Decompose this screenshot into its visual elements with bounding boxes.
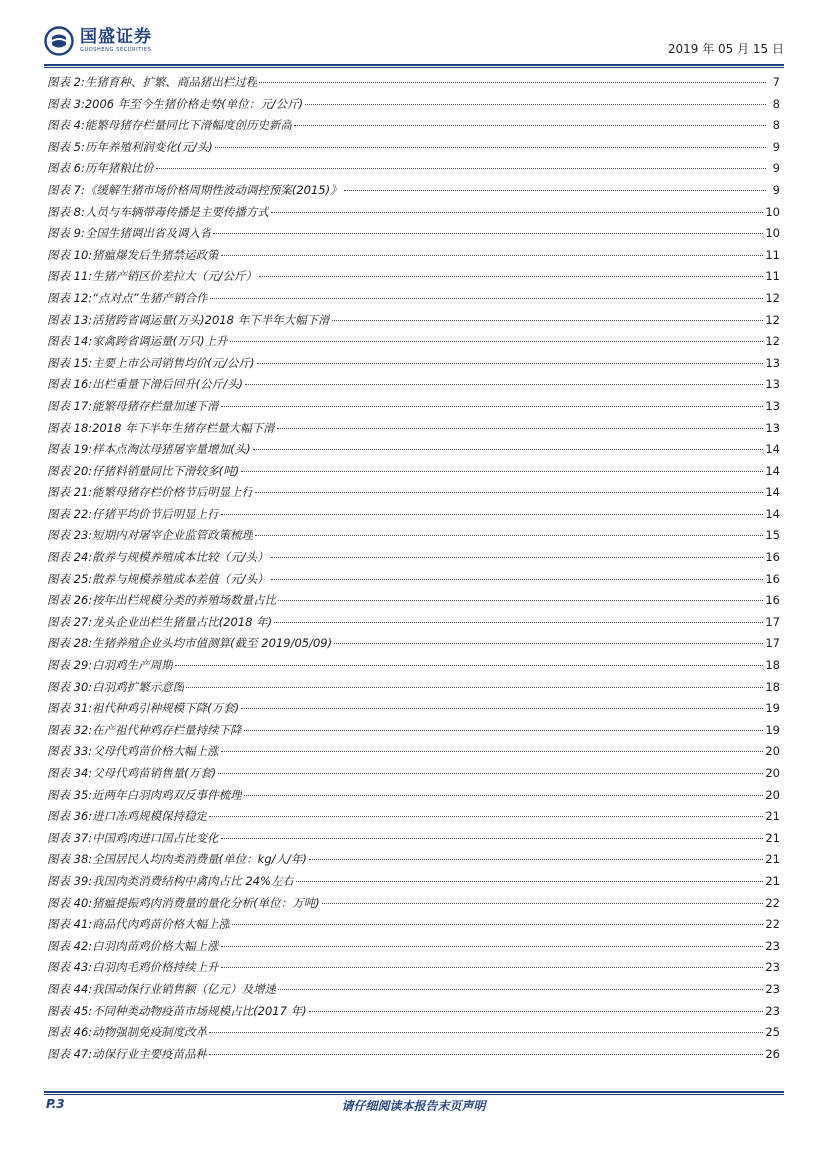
toc-entry-label: 图表 40:	[47, 895, 93, 910]
toc-leader-dots	[232, 924, 763, 925]
toc-entry-page: 13	[765, 398, 780, 413]
toc-entry-page: 25	[765, 1025, 780, 1040]
toc-leader-dots	[257, 363, 764, 364]
toc-entry[interactable]	[47, 223, 780, 245]
toc-entry-page: 17	[765, 614, 780, 629]
toc-leader-dots	[245, 384, 763, 385]
toc-entry[interactable]	[47, 957, 780, 979]
toc-leader-dots	[305, 104, 766, 105]
toc-entry-title: 散养与规模养殖成本差值（元/头）	[92, 571, 269, 586]
toc-entry[interactable]	[47, 914, 780, 936]
toc-entry-page: 23	[765, 981, 780, 996]
footer-rule	[44, 1091, 784, 1093]
toc-entry-page: 21	[765, 852, 780, 867]
toc-leader-dots	[344, 190, 766, 191]
toc-leader-dots	[221, 255, 764, 256]
toc-leader-dots	[309, 859, 764, 860]
toc-entry-label: 图表 14:	[47, 334, 93, 349]
toc-entry-label: 图表 10:	[47, 247, 93, 262]
disclaimer-note: 请仔细阅读本报告末页声明	[341, 1099, 486, 1113]
toc-leader-dots	[244, 795, 764, 796]
toc-entry[interactable]	[47, 612, 780, 634]
toc-entry[interactable]	[47, 374, 780, 396]
toc-entry-label: 图表 45:	[47, 1003, 93, 1018]
toc-entry-label: 图表 44:	[47, 981, 93, 996]
toc-leader-dots	[278, 989, 763, 990]
toc-entry-page: 8	[772, 118, 780, 133]
toc-leader-dots	[221, 751, 764, 752]
toc-leader-dots	[241, 708, 763, 709]
toc-entry-label: 图表 16:	[47, 377, 93, 392]
toc-entry[interactable]	[47, 979, 780, 1001]
toc-entry-title: 动物强制免疫制度改革	[92, 1025, 208, 1040]
toc-entry[interactable]	[47, 720, 780, 742]
toc-leader-dots	[271, 579, 764, 580]
toc-entry[interactable]	[47, 310, 780, 332]
toc-entry-title: 2018 年下半年生猪存栏量大幅下滑	[92, 420, 275, 435]
toc-leader-dots	[209, 816, 763, 817]
toc-entry[interactable]	[47, 439, 780, 461]
toc-entry-title: “点对点”生猪产销合作	[92, 290, 208, 305]
toc-leader-dots	[278, 600, 763, 601]
toc-entry-page: 11	[765, 269, 780, 284]
toc-entry-label: 图表 34:	[47, 766, 93, 780]
toc-leader-dots	[271, 557, 764, 558]
toc-entry-page: 10	[765, 204, 780, 219]
toc-entry-title: 生猪育种、扩繁、商品猪出栏过程	[84, 75, 258, 89]
toc-leader-dots	[332, 320, 764, 321]
toc-entry[interactable]	[47, 871, 780, 893]
toc-entry-page: 14	[765, 442, 780, 457]
toc-entry[interactable]	[47, 1001, 780, 1023]
toc-entry-label: 图表 24:	[47, 550, 93, 565]
logo-english-name: GUOSHENG SECURITIES	[80, 47, 152, 53]
toc-entry[interactable]	[47, 396, 780, 418]
toc-entry-page: 20	[765, 787, 780, 802]
toc-leader-dots	[221, 406, 764, 407]
toc-entry-label: 图表 35:	[47, 787, 93, 802]
toc-entry-page: 11	[765, 247, 780, 262]
toc-entry-title: 仔猪平均价节后明显上行	[92, 506, 219, 521]
toc-entry-title: 能繁母猪存栏价格节后明显上行	[92, 485, 254, 500]
toc-entry[interactable]	[47, 828, 780, 850]
toc-entry[interactable]	[47, 504, 780, 526]
toc-entry-title: 样本点淘汰母猪屠宰量增加(头)	[92, 442, 251, 457]
toc-entry-page: 13	[765, 355, 780, 370]
toc-entry-label: 图表 23:	[47, 528, 93, 543]
toc-entry-title: 按年出栏规模分类的养殖场数量占比	[92, 593, 277, 608]
toc-entry-label: 图表 42:	[47, 938, 93, 953]
toc-entry-title: 短期内对屠宰企业监管政策梳理	[92, 528, 254, 543]
toc-leader-dots	[271, 212, 764, 213]
toc-entry-page: 13	[765, 377, 780, 392]
toc-entry-label: 图表 26:	[47, 593, 93, 608]
toc-entry[interactable]	[47, 569, 780, 591]
toc-entry-title: 不同种类动物疫苗市场规模占比(2017 年)	[92, 1003, 307, 1018]
toc-leader-dots	[209, 1054, 763, 1055]
toc-entry-label: 图表 22:	[47, 506, 93, 521]
toc-entry-label: 图表 13:	[47, 312, 93, 327]
toc-entry-label: 图表 9:	[47, 226, 85, 241]
toc-entry-page: 9	[772, 182, 780, 197]
toc-entry[interactable]	[47, 245, 780, 267]
toc-leader-dots	[322, 903, 764, 904]
toc-leader-dots	[186, 687, 763, 688]
toc-entry-title: 父母代鸡苗价格大幅上涨	[92, 744, 219, 759]
toc-entry-page: 16	[765, 571, 780, 586]
toc-entry[interactable]	[47, 482, 780, 504]
toc-entry-title: 活猪跨省调运量(万头)2018 年下半年大幅下滑	[92, 312, 330, 327]
toc-entry-page: 21	[765, 873, 780, 888]
toc-entry-label: 图表 12:	[47, 290, 93, 305]
toc-entry-title: 动保行业主要疫苗品种	[92, 1046, 208, 1061]
toc-leader-dots	[221, 514, 764, 515]
toc-entry-label: 图表 3:	[47, 96, 85, 111]
toc-entry-label: 图表 27:	[47, 614, 93, 629]
toc-leader-dots	[294, 125, 766, 126]
toc-entry-page: 19	[765, 701, 780, 716]
toc-entry-page: 18	[765, 679, 780, 694]
toc-entry-page: 23	[765, 1003, 780, 1018]
toc-entry-page: 14	[765, 506, 780, 521]
toc-entry-title: 仔猪料销量同比下滑较多(吨)	[92, 463, 240, 478]
toc-entry-page: 15	[765, 528, 780, 543]
toc-entry-page: 9	[772, 139, 780, 154]
toc-entry-title: 白羽鸡生产周期	[92, 658, 173, 673]
toc-entry[interactable]	[47, 137, 780, 159]
toc-entry-page: 22	[765, 895, 780, 910]
toc-entry-label: 图表 31:	[47, 701, 93, 716]
toc-entry[interactable]	[47, 893, 780, 915]
toc-entry-label: 图表 25:	[47, 571, 93, 586]
toc-entry[interactable]	[47, 590, 780, 612]
toc-entry[interactable]	[47, 158, 780, 180]
toc-leader-dots	[213, 233, 763, 234]
toc-entry-page: 21	[765, 830, 780, 845]
toc-entry-title: 能繁母猪存栏量同比下滑幅度创历史新高	[84, 118, 292, 133]
toc-entry[interactable]	[47, 655, 780, 677]
toc-entry[interactable]	[47, 741, 780, 763]
toc-entry-page: 26	[765, 1046, 780, 1061]
toc-entry-page: 12	[765, 334, 780, 349]
report-date: 2019 年 05 月 15 日	[667, 42, 784, 56]
toc-leader-dots	[175, 665, 764, 666]
toc-leader-dots	[277, 428, 764, 429]
toc-entry-page: 20	[765, 744, 780, 759]
toc-entry-title: 我国肉类消费结构中禽肉占比 24%左右	[92, 873, 294, 888]
toc-leader-dots	[230, 341, 764, 342]
toc-entry-title: 历年猪粮比价	[84, 161, 154, 176]
toc-entry-title: 主要上市公司销售均价(元/公斤)	[92, 355, 255, 370]
toc-entry-label: 图表 6:	[47, 161, 85, 176]
toc-entry[interactable]	[47, 94, 780, 116]
toc-entry-title: 白羽肉毛鸡价格持续上升	[92, 960, 219, 975]
toc-entry-title: 能繁母猪存栏量加速下滑	[92, 398, 219, 413]
toc-entry-title: 中国鸡肉进口国占比变化	[92, 830, 219, 845]
toc-entry-page: 19	[765, 722, 780, 737]
toc-entry-label: 图表 33:	[47, 744, 93, 759]
toc-entry[interactable]	[47, 633, 780, 655]
toc-entry-label: 图表 38:	[47, 852, 93, 867]
toc-entry[interactable]	[47, 418, 780, 440]
page-header	[44, 24, 784, 64]
toc-entry[interactable]	[47, 288, 780, 310]
toc-entry-title: 父母代鸡苗销售量(万套)	[92, 766, 217, 780]
toc-entry-label: 图表 11:	[47, 269, 93, 284]
toc-entry-title: 2006 年至今生猪价格走势(单位：元/公斤)	[84, 96, 304, 111]
toc-entry-label: 图表 20:	[47, 463, 93, 478]
toc-entry-title: 生猪养殖企业头均市值测算(截至 2019/05/09)	[92, 636, 333, 651]
toc-entry-label: 图表 4:	[47, 118, 85, 133]
toc-entry-title: 出栏重量下滑后回升(公斤/头)	[92, 377, 244, 392]
toc-entry-page: 17	[765, 636, 780, 651]
toc-entry[interactable]	[47, 353, 780, 375]
toc-entry-title: 家禽跨省调运量(万只)上升	[92, 334, 228, 349]
toc-entry[interactable]	[47, 936, 780, 958]
toc-entry-label: 图表 36:	[47, 809, 93, 824]
header-rule	[44, 64, 784, 66]
toc-entry-label: 图表 5:	[47, 139, 85, 154]
toc-leader-dots	[296, 881, 763, 882]
toc-entry-label: 图表 8:	[47, 204, 85, 219]
toc-entry-label: 图表 21:	[47, 485, 93, 500]
toc-entry-page: 9	[772, 161, 780, 176]
toc-entry-label: 图表 39:	[47, 873, 93, 888]
logo-chinese-name: 国盛证券	[80, 27, 152, 47]
toc-entry-page: 18	[765, 658, 780, 673]
logo-mark-icon	[44, 26, 74, 56]
toc-entry-page: 16	[765, 550, 780, 565]
toc-entry-title: 商品代肉鸡苗价格大幅上涨	[92, 917, 231, 932]
toc-entry-page: 12	[765, 290, 780, 305]
toc-leader-dots	[215, 147, 766, 148]
toc-leader-dots	[218, 773, 763, 774]
toc-entry-page: 8	[772, 96, 780, 111]
toc-entry-page: 7	[772, 75, 780, 89]
toc-leader-dots	[253, 449, 764, 450]
toc-entry-label: 图表 18:	[47, 420, 93, 435]
toc-entry[interactable]	[47, 1044, 780, 1066]
toc-entry[interactable]	[47, 331, 780, 353]
toc-entry-label: 图表 2:	[47, 75, 85, 89]
toc-entry-label: 图表 46:	[47, 1025, 93, 1040]
toc-entry[interactable]	[47, 72, 780, 94]
toc-entry-label: 图表 28:	[47, 636, 93, 651]
toc-entry-title: 猪瘟爆发后生猪禁运政策	[92, 247, 219, 262]
toc-entry-label: 图表 29:	[47, 658, 93, 673]
toc-leader-dots	[309, 1011, 764, 1012]
toc-entry-label: 图表 7:	[47, 182, 85, 197]
toc-entry-page: 14	[765, 463, 780, 478]
toc-entry-page: 20	[765, 766, 780, 780]
toc-leader-dots	[244, 730, 764, 731]
toc-entry-label: 图表 19:	[47, 442, 93, 457]
toc-entry-page: 22	[765, 917, 780, 932]
toc-entry-label: 图表 37:	[47, 830, 93, 845]
toc-entry-title: 在产祖代种鸡存栏量持续下降	[92, 722, 242, 737]
toc-leader-dots	[259, 82, 766, 83]
table-of-figures	[47, 72, 780, 1065]
toc-entry-label: 图表 47:	[47, 1046, 93, 1061]
toc-leader-dots	[221, 838, 764, 839]
toc-entry-title: 猪瘟提振鸡肉消费量的量化分析(单位：万吨)	[92, 895, 320, 910]
toc-entry[interactable]	[47, 806, 780, 828]
toc-entry-label: 图表 15:	[47, 355, 93, 370]
toc-entry[interactable]	[47, 698, 780, 720]
toc-entry-title: 全国居民人均肉类消费量(单位：kg/人/年)	[92, 852, 307, 867]
toc-entry[interactable]	[47, 677, 780, 699]
toc-entry-title: 全国生猪调出省及调入省	[84, 226, 212, 241]
toc-leader-dots	[255, 535, 763, 536]
toc-leader-dots	[221, 946, 764, 947]
toc-entry[interactable]	[47, 202, 780, 224]
toc-entry-title: 《缓解生猪市场价格周期性波动调控预案(2015)》	[84, 182, 342, 197]
toc-leader-dots	[241, 471, 763, 472]
toc-entry-page: 23	[765, 960, 780, 975]
toc-leader-dots	[259, 276, 763, 277]
toc-entry[interactable]	[47, 180, 780, 202]
toc-entry[interactable]	[47, 461, 780, 483]
toc-entry-title: 进口冻鸡规模保持稳定	[92, 809, 208, 824]
toc-entry[interactable]	[47, 525, 780, 547]
toc-entry-title: 散养与规模养殖成本比较（元/头）	[92, 550, 269, 565]
toc-entry-page: 23	[765, 938, 780, 953]
toc-entry-page: 13	[765, 420, 780, 435]
toc-entry[interactable]	[47, 785, 780, 807]
company-logo	[44, 26, 152, 56]
toc-entry-title: 白羽肉苗鸡价格大幅上涨	[92, 938, 219, 953]
toc-entry[interactable]	[47, 266, 780, 288]
toc-entry[interactable]	[47, 849, 780, 871]
toc-entry-page: 21	[765, 809, 780, 824]
footer-rule-thin	[44, 1094, 784, 1095]
toc-entry-label: 图表 43:	[47, 960, 93, 975]
toc-entry-title: 龙头企业出栏生猪量占比(2018 年)	[92, 614, 273, 629]
header-rule-thin	[44, 67, 784, 68]
toc-entry-title: 祖代种鸡引种规模下降(万套)	[92, 701, 240, 716]
toc-entry-label: 图表 32:	[47, 722, 93, 737]
toc-entry-page: 10	[765, 226, 780, 241]
toc-entry-title: 历年养殖利润变化(元/头)	[84, 139, 213, 154]
toc-entry-title: 我国动保行业销售额（亿元）及增速	[92, 981, 277, 996]
toc-entry-label: 图表 17:	[47, 398, 93, 413]
toc-leader-dots	[210, 298, 764, 299]
toc-leader-dots	[221, 967, 764, 968]
toc-entry[interactable]	[47, 1022, 780, 1044]
toc-entry-label: 图表 41:	[47, 917, 93, 932]
toc-leader-dots	[209, 1032, 763, 1033]
toc-entry-page: 16	[765, 593, 780, 608]
toc-entry-page: 12	[765, 312, 780, 327]
toc-entry-title: 生猪产销区价差拉大（元/公斤）	[92, 269, 258, 284]
toc-entry[interactable]	[47, 547, 780, 569]
toc-entry-title: 近两年白羽肉鸡双反事件梳理	[92, 787, 242, 802]
toc-leader-dots	[255, 492, 763, 493]
toc-entry[interactable]	[47, 763, 780, 785]
toc-leader-dots	[274, 622, 763, 623]
page-number: P.3	[46, 1097, 65, 1111]
toc-leader-dots	[156, 168, 766, 169]
toc-leader-dots	[334, 643, 763, 644]
toc-entry-title: 白羽鸡扩繁示意图	[92, 679, 185, 694]
toc-entry[interactable]	[47, 115, 780, 137]
toc-entry-page: 14	[765, 485, 780, 500]
toc-entry-title: 人员与车辆带毒传播是主要传播方式	[84, 204, 269, 219]
toc-entry-label: 图表 30:	[47, 679, 93, 694]
